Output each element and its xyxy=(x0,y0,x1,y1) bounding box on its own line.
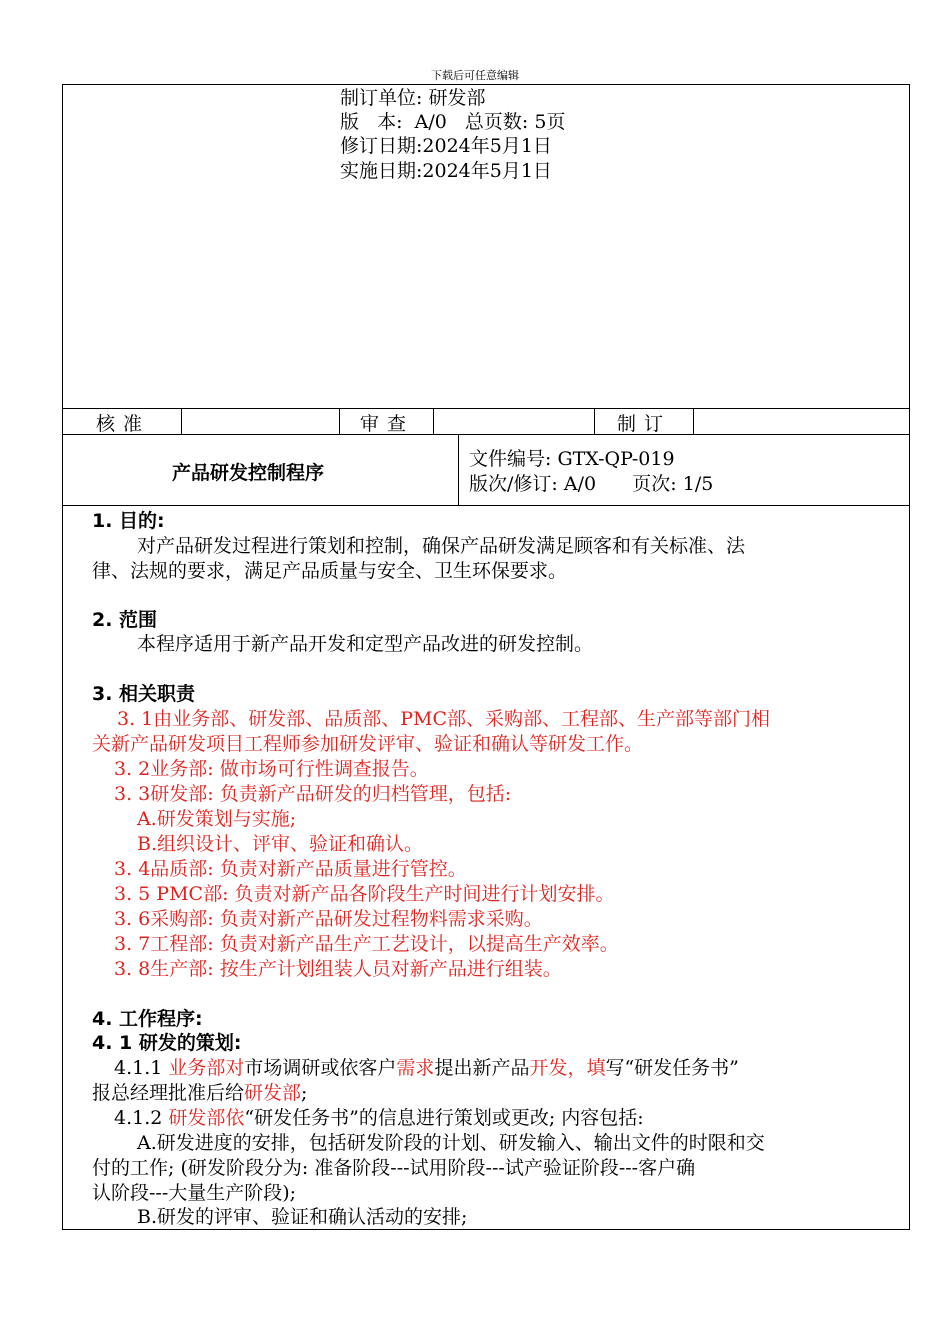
step-text: 认阶段---大量生产阶段); xyxy=(92,1182,297,1204)
responsibility-item: 3. 7工程部: 负责对新产品生产工艺设计，以提高生产效率。 xyxy=(114,933,619,955)
version-pages: 版 本: A/0 总页数: 5页 xyxy=(340,111,566,133)
issuing-unit: 制订单位: 研发部 xyxy=(340,87,486,109)
document-title: 产品研发控制程序 xyxy=(172,462,325,484)
doc-header-bottom-line xyxy=(62,505,910,506)
responsibility-item: B.组织设计、评审、验证和确认。 xyxy=(137,833,424,855)
plain-text: 提出新产品 xyxy=(434,1057,530,1079)
step-number: 4.1.1 xyxy=(114,1057,169,1079)
highlight-text: 开发，填 xyxy=(529,1057,606,1079)
step-4-1-1-cont xyxy=(92,1081,307,1106)
step-4-1-2 xyxy=(114,1106,644,1131)
responsibility-item: 3. 5 PMC部: 负责对新产品各阶段生产时间进行计划安排。 xyxy=(114,883,615,905)
step-4-1-1 xyxy=(114,1056,739,1081)
section-4-1-heading: 4. 1 研发的策划: xyxy=(92,1032,242,1054)
responsibility-item: 3. 6采购部: 负责对新产品研发过程物料需求采购。 xyxy=(114,908,543,930)
review-label: 审查 xyxy=(360,413,415,435)
signoff-divider xyxy=(181,408,182,434)
doc-header-divider xyxy=(458,434,459,505)
signoff-bottom-line xyxy=(62,434,910,435)
plain-text: ; xyxy=(301,1082,308,1104)
responsibility-item: 3. 4品质部: 负责对新产品质量进行管控。 xyxy=(114,858,467,880)
revision-page: 版次/修订: A/0 页次: 1/5 xyxy=(469,473,714,495)
plain-text: 报总经理批准后给 xyxy=(92,1082,245,1104)
top-note: 下载后可任意编辑 xyxy=(431,69,519,82)
approve-label: 核准 xyxy=(96,413,151,435)
section-1-text: 对产品研发过程进行策划和控制，确保产品研发满足顾客和有关标准、法 xyxy=(137,535,746,557)
responsibility-item: 3. 2业务部: 做市场可行性调查报告。 xyxy=(114,758,429,780)
revision-date: 修订日期:2024年5月1日 xyxy=(340,135,552,157)
highlight-text: 研发部依 xyxy=(168,1107,245,1129)
responsibility-item: 3. 8生产部: 按生产计划组装人员对新产品进行组装。 xyxy=(114,958,562,980)
section-1-text: 律、法规的要求，满足产品质量与安全、卫生环保要求。 xyxy=(92,560,568,582)
effective-date: 实施日期:2024年5月1日 xyxy=(340,160,552,182)
step-text: B.研发的评审、验证和确认活动的安排; xyxy=(137,1206,468,1228)
highlight-text: 需求 xyxy=(396,1057,435,1079)
section-2-text: 本程序适用于新产品开发和定型产品改进的研发控制。 xyxy=(137,633,594,655)
signoff-top-line xyxy=(62,408,910,409)
plain-text: “研发任务书”的信息进行策划或更改; 内容包括: xyxy=(244,1107,644,1129)
highlight-text: 业务部对 xyxy=(168,1057,245,1079)
step-number: 4.1.2 xyxy=(114,1107,169,1129)
plain-text: 写“研发任务书” xyxy=(605,1057,739,1079)
step-text: 付的工作; (研发阶段分为: 准备阶段---试用阶段---试产验证阶段---客户确 xyxy=(92,1157,696,1179)
step-text: A.研发进度的安排，包括研发阶段的计划、研发输入、输出文件的时限和交 xyxy=(137,1132,765,1154)
responsibility-item: 关新产品研发项目工程师参加研发评审、验证和确认等研发工作。 xyxy=(92,733,644,755)
signoff-divider xyxy=(594,408,595,434)
signoff-divider xyxy=(339,408,340,434)
responsibility-item: 3. 1由业务部、研发部、品质部、PMC部、采购部、工程部、生产部等部门相 xyxy=(117,708,771,730)
signoff-divider xyxy=(693,408,694,434)
signoff-divider xyxy=(433,408,434,434)
section-1-heading: 1. 目的: xyxy=(92,510,165,532)
responsibility-item: 3. 3研发部: 负责新产品研发的归档管理，包括: xyxy=(114,783,512,805)
document-number: 文件编号: GTX-QP-019 xyxy=(469,448,675,470)
section-3-heading: 3. 相关职责 xyxy=(92,683,196,705)
responsibility-item: A.研发策划与实施; xyxy=(137,808,297,830)
highlight-text: 研发部 xyxy=(244,1082,302,1104)
section-4-heading: 4. 工作程序: xyxy=(92,1008,203,1030)
plain-text: 市场调研或依客户 xyxy=(244,1057,397,1079)
prepare-label: 制订 xyxy=(617,413,672,435)
section-2-heading: 2. 范围 xyxy=(92,609,158,631)
